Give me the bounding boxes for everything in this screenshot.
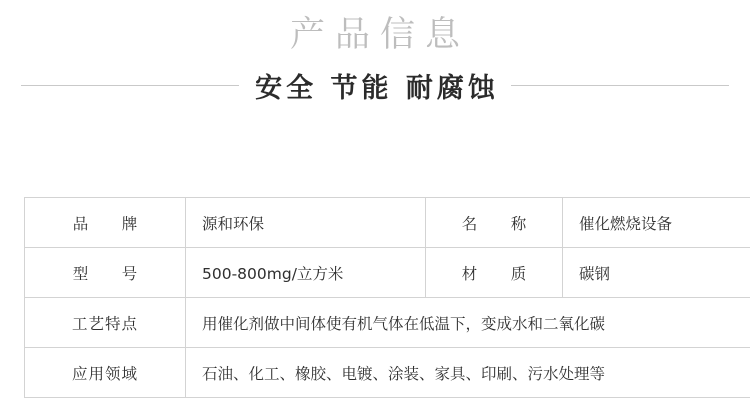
page-title: 产品信息 — [289, 15, 470, 55]
spec-label-process: 工艺特点 — [25, 298, 186, 348]
table-row — [25, 248, 750, 298]
spec-value-material: 碳钢 — [563, 248, 750, 298]
spec-value-brand: 源和环保 — [186, 198, 426, 248]
spec-label-material-text: 材 质 — [461, 264, 536, 283]
divider-left — [21, 85, 239, 86]
page-header — [0, 0, 750, 105]
divider-right — [511, 85, 729, 86]
spec-value-model: 500-800mg/立方米 — [186, 248, 426, 298]
spec-label-brand — [25, 198, 186, 248]
spec-label-application: 应用领域 — [25, 348, 186, 398]
spec-label-name — [426, 198, 563, 248]
spec-label-material — [426, 248, 563, 298]
page-subtitle: 安全 节能 耐腐蚀 — [255, 72, 499, 104]
spec-label-model-text: 型 号 — [72, 264, 147, 283]
spec-value-name: 催化燃烧设备 — [563, 198, 750, 248]
table-row — [25, 298, 750, 348]
spec-label-brand-text: 品 牌 — [72, 214, 147, 233]
spec-table-container — [24, 197, 726, 398]
spec-value-process: 用催化剂做中间体使有机气体在低温下，变成水和二氧化碳 — [186, 298, 750, 348]
spec-value-application: 石油、化工、橡胶、电镀、涂装、家具、印刷、污水处理等 — [186, 348, 750, 398]
subtitle-row — [0, 66, 750, 105]
table-row — [25, 348, 750, 398]
spec-label-name-text: 名 称 — [461, 214, 536, 233]
table-row — [25, 198, 750, 248]
spec-label-model — [25, 248, 186, 298]
spec-table — [24, 197, 750, 398]
